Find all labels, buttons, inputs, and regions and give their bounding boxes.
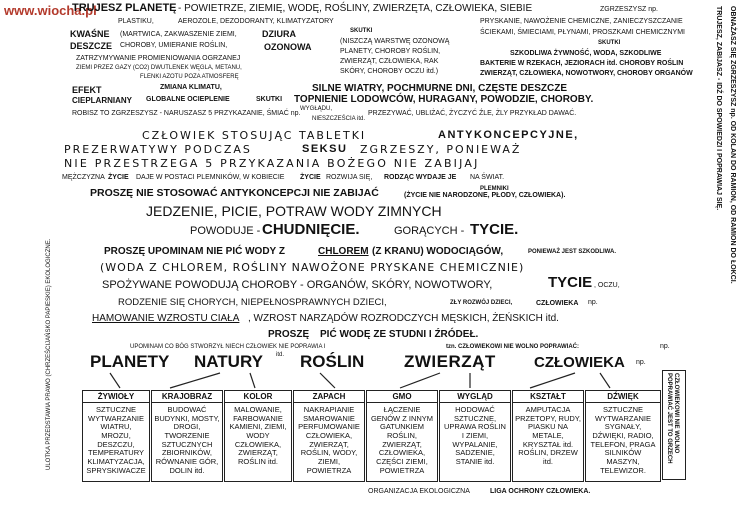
- column-wyglad: [439, 390, 511, 482]
- text-spozywane: SPOŻYWANE POWODUJĄ CHOROBY - ORGANÓW, SKÓRY, NOWOTWORY,: [102, 279, 493, 291]
- text-skutki-3: SKUTKI: [256, 96, 283, 103]
- text-chlorem: CHLOREM: [318, 246, 369, 257]
- text-cieplarniany: CIEPLARNIANY: [72, 96, 133, 105]
- column-ksztalt: [512, 390, 584, 482]
- text-z-kranu: (Z KRANU) WODOCIĄGÓW,: [372, 246, 504, 257]
- text-skutki-1: SKUTKI: [350, 28, 373, 34]
- top-line1: - POWIETRZE, ZIEMIĘ, WODĘ, ROŚLINY, ZWIERZĘTA, CZŁOWIEKA, SIEBIE: [178, 3, 533, 14]
- top-line1-end: ZGRZESZYSZ np.: [600, 6, 658, 13]
- text-na-swiat: NA ŚWIAT.: [470, 174, 505, 181]
- text-woda-z-chlorem: (WODA Z CHLOREM, ROŚLINY NAWOŻONE PRYSKANE CHEMICZNIE): [100, 261, 525, 274]
- text-martwica: (MARTWICA, ZAKWASZENIE ZIEMI,: [120, 31, 237, 38]
- right-vertical-text-2: TRUJESZ, ZABIJASZ - IDŹ DO SPOWIEDZI I POPRAWIAJ SIĘ.: [715, 6, 722, 211]
- footer-organization: ORGANIZACJA EKOLOGICZNA: [368, 488, 470, 495]
- side-box-text: CZŁOWIEKOWI NIE WOLNO POPRAWIAĆ JEST TO GRZECH: [665, 373, 679, 464]
- text-efekt: EFEKT: [72, 85, 102, 95]
- text-zycie-2: ŻYCIE: [300, 174, 321, 181]
- column-header: KSZTAŁT: [513, 391, 583, 403]
- text-globalne: GLOBALNE OCIEPLENIE: [146, 96, 230, 103]
- text-np-3: np.: [636, 359, 646, 366]
- column-body: SZTUCZNE WYTWARZANIE SYGNAŁY, DŹWIĘKI, RADIO, TELEFON, PRAGA SILNIKÓW MASZYN, TELEWIZOR.: [590, 405, 656, 475]
- text-prezerwatywy: PREZERWATYWY PODCZAS: [64, 143, 252, 156]
- text-gazy: ZIEMI PRZEZ GAZY (CO2) DWUTLENEK WĘGLA, METANU,: [76, 65, 242, 71]
- text-chudniecie: CHUDNIĘCIE.: [262, 221, 360, 238]
- text-pryskanie: PRYSKANIE, NAWOŻENIE CHEMICZNE, ZANIECZYSZCZANIE: [480, 18, 683, 25]
- column-dzwiek: [585, 390, 661, 482]
- text-jedzenie: JEDZENIE, PICIE, POTRAW WODY ZIMNYCH: [146, 203, 442, 219]
- text-zycie-nie-narodzone: (ŻYCIE NIE NARODZONE, PŁODY, CZŁOWIEKA).: [404, 192, 566, 199]
- text-deszcze: DESZCZE: [70, 41, 113, 51]
- text-prosze-upominam: PROSZĘ UPOMINAM NIE PIĆ WODY Z: [104, 246, 285, 257]
- text-niszcza: (NISZCZĄ WARSTWĘ OZONOWĄ: [340, 38, 450, 45]
- column-header: DŹWIĘK: [586, 391, 660, 403]
- text-zmiana-klimatu: ZMIANA KLIMATU,: [160, 84, 222, 91]
- text-roslin: ROŚLIN: [300, 352, 365, 371]
- side-box: [662, 370, 686, 480]
- text-np-1: np.: [588, 299, 598, 306]
- right-vertical-text-1: OBNAŻASZ SIĘ ZGRZESZYSZ np. OD KOLAN DO RAMION, OD RAMION DO ŁOKCI.: [729, 6, 736, 284]
- text-przezywac: PRZEZYWAĆ, UBLIŻAĆ, ŻYCZYĆ ŹLE, ŻLY PRZYKŁAD DAWAĆ.: [368, 110, 577, 117]
- text-np-2: np.: [660, 343, 670, 350]
- column-gmo: [366, 390, 438, 482]
- column-body: HODOWAĆ SZTUCZNE, UPRAWA ROŚLIN I ZIEMI, WYPALANIE, SADZENIE, STANIE itd.: [444, 405, 506, 466]
- text-nieszczescia: NIESZCZEŚCIA itd.: [312, 116, 366, 122]
- text-antykoncepcyjne: ANTYKONCEPCYJNE,: [438, 129, 579, 141]
- text-rodzac: RODZĄC WYDAJE JE: [384, 174, 457, 181]
- text-pic-wode: PIĆ WODĘ ZE STUDNI I ŹRÓDEŁ.: [320, 329, 479, 340]
- text-oczu: , OCZU,: [594, 282, 620, 289]
- text-powoduje: POWODUJE -: [190, 225, 261, 237]
- column-body: ŁĄCZENIE GENÓW Z INNYM GATUNKIEM ROŚLIN, ZWIERZĄT, CZŁOWIEKA, CZĘŚCI ZIEMI, POWIETRZA: [370, 405, 434, 475]
- text-szkodliwa: SZKODLIWA ŻYWNOŚĆ, WODA, SZKODLIWE: [510, 50, 662, 57]
- text-czlowiek-stosujac: CZŁOWIEK STOSUJĄC TABLETKI: [142, 129, 367, 142]
- column-body: SZTUCZNE WYTWARZANIE WIATRU, MROZU, DESZCZU, TEMPERATURY KLIMATYZACJA, SPRYSKIWACZE: [86, 405, 146, 475]
- text-nie-przestrzega: NIE PRZESTRZEGA 5 PRZYKAZANIA BOŻEGO NIE ZABIJAJ: [64, 157, 480, 170]
- text-zatrzymywanie: ZATRZYMYWANIE PROMIENIOWANIA OGRZANEJ: [76, 55, 241, 62]
- text-itd-1: itd.: [276, 352, 285, 358]
- text-zgrzeszy: ZGRZESZY, PONIEWAŻ: [360, 143, 522, 156]
- text-aerozole: AEROZOLE, DEZODORANTY, KLIMATYZATORY: [178, 18, 334, 25]
- text-dziura: DZIURA: [262, 29, 296, 39]
- text-kwasne: KWAŚNE: [70, 29, 110, 39]
- column-header: GMO: [367, 391, 437, 403]
- text-zwierzat-rak: ZWIERZĄT, CZŁOWIEKA, RAK: [340, 58, 439, 65]
- text-choroby: CHOROBY, UMIERANIE ROŚLIN,: [120, 42, 228, 49]
- text-wygladu: WYGŁĄDU,: [300, 106, 333, 112]
- text-topnienie: TOPNIENIE LODOWCÓW, HURAGANY, POWODZIE, CHOROBY.: [294, 94, 594, 105]
- column-zywioly: [82, 390, 150, 482]
- watermark-logo: www.wiocha.pl: [4, 3, 97, 18]
- text-zwierzat: ZWIERZĄT: [404, 352, 496, 371]
- text-tzn: tzn. CZŁOWIEKOWI NIE WOLNO POPRAWIAĆ:: [446, 344, 579, 350]
- text-planety-choroby: PLANETY, CHOROBY ROŚLIN,: [340, 48, 441, 55]
- column-header: ZAPACH: [294, 391, 364, 403]
- text-plastiku: PLASTIKU,: [118, 18, 154, 25]
- column-body: MALOWANIE, FARBOWANIE KAMIENI, ZIEMI, WODY CZŁOWIEKA, ZWIERZĄT, ROŚLIN itd.: [229, 405, 287, 466]
- top-heading: TRUJESZ PLANETĘ: [72, 2, 177, 14]
- text-tycie-1: TYCIE.: [470, 221, 519, 238]
- text-sciekami: ŚCIEKAMI, ŚMIECIAMI, PŁYNAMI, PROSZKAMI CHEMICZNYMI: [480, 29, 685, 36]
- column-body: NAKRAPIANIE SMAROWANIE PERFUMOWANIE CZŁOWIEKA, ZWIERZĄT, ROŚLIN, WODY, ZIEMI, POWIETRZA: [298, 405, 360, 475]
- text-hamowanie: HAMOWANIE WZROSTU CIAŁA: [92, 313, 240, 324]
- text-upominam-bog: UPOMINAM CO BÓG STWORZYŁ NIECH CZŁOWIEK NIE POPRAWIA I: [130, 344, 326, 350]
- text-daje: DAJE W POSTACI PLEMNIKÓW, W KOBIECIE: [136, 174, 285, 181]
- text-silne-wiatry: SILNE WIATRY, POCHMURNE DNI, CZĘSTE DESZCZE: [312, 83, 568, 94]
- left-vertical-text: ULOTKA PRZEDSTAWIA PRAWO (CHRZEŚCIJAŃSKO PAPIESKIE) EKOLOGICZNE.: [46, 238, 52, 470]
- text-tlenki: FLENKI AZOTU POZA ATMOSFERĘ: [140, 74, 239, 80]
- text-rozwija: ROZWIJA SIĘ,: [326, 174, 373, 181]
- text-seksu: SEKSU: [302, 143, 348, 155]
- text-plemniki: PLEMNIKI: [480, 186, 509, 192]
- column-header: WYGLĄD: [440, 391, 510, 403]
- text-czlowieka-1: CZŁOWIEKA: [536, 300, 579, 307]
- text-zycie-1: ŻYCIE: [108, 174, 129, 181]
- text-zwierzat-nowotwory: ZWIERZĄT, CZŁOWIEKA, NOWOTWORY, CHOROBY ORGANÓW: [480, 70, 693, 77]
- text-goracych: GORĄCYCH -: [394, 225, 465, 237]
- footer-liga: LIGA OCHRONY CZŁOWIEKA.: [490, 488, 591, 495]
- text-rodzenie: RODZENIE SIĘ CHORYCH, NIEPEŁNOSPRAWNYCH DZIECI,: [118, 297, 387, 308]
- text-prosze-pic: PROSZĘ: [268, 329, 310, 340]
- column-kolor: [224, 390, 292, 482]
- text-tycie-2: TYCIE: [548, 274, 593, 291]
- text-wzrost: , WZROST NARZĄDÓW ROZRODCZYCH MĘSKICH, ŻEŃSKICH itd.: [248, 313, 559, 324]
- text-natury: NATURY: [194, 352, 263, 371]
- text-planety: PLANETY: [90, 352, 170, 371]
- text-prosze-nie-stosowac: PROSZĘ NIE STOSOWAĆ ANTYKONCEPCJI NIE ZABIJAĆ: [90, 187, 379, 199]
- text-czlowieka-2: CZŁOWIEKA: [534, 354, 625, 371]
- column-zapach: [293, 390, 365, 482]
- text-poniewaz-szkodliwa: PONIEWAŻ JEST SZKODLIWA.: [528, 249, 617, 255]
- text-ozonowa: OZONOWA: [264, 42, 312, 52]
- text-skory: SKÓRY, CHOROBY OCZU itd.): [340, 68, 439, 75]
- column-header: KRAJOBRAZ: [152, 391, 222, 403]
- column-header: ŻYWIOŁY: [83, 391, 149, 403]
- text-mezczyzna: MĘŻCZYZNA: [62, 174, 105, 181]
- column-body: AMPUTACJA PRZETOPY, RUDY, PIASKU NA METALE, KRYSZTAŁ itd. ROŚLIN, DRZEW itd.: [515, 405, 581, 466]
- text-bakterie: BAKTERIE W RZEKACH, JEZIORACH itd. CHOROBY ROŚLIN: [480, 60, 684, 67]
- text-zly-rozwoj: ZŁY ROZWÓJ DZIECI,: [450, 300, 513, 306]
- text-robisz: ROBISZ TO ZGRZESZYSZ - NARUSZASZ 5 PRZYKAZANIE, ŚMIAĆ np.: [72, 110, 301, 117]
- column-krajobraz: [151, 390, 223, 482]
- text-skutki-2: SKUTKI: [598, 40, 621, 46]
- column-body: BUDOWAĆ BUDYNKI, MOSTY, DROGI, TWORZENIE SZTUCZNYCH ZBIORNIKÓW, RÓWNANIE GÓR, DOLIN itd.: [154, 405, 220, 475]
- column-header: KOLOR: [225, 391, 291, 403]
